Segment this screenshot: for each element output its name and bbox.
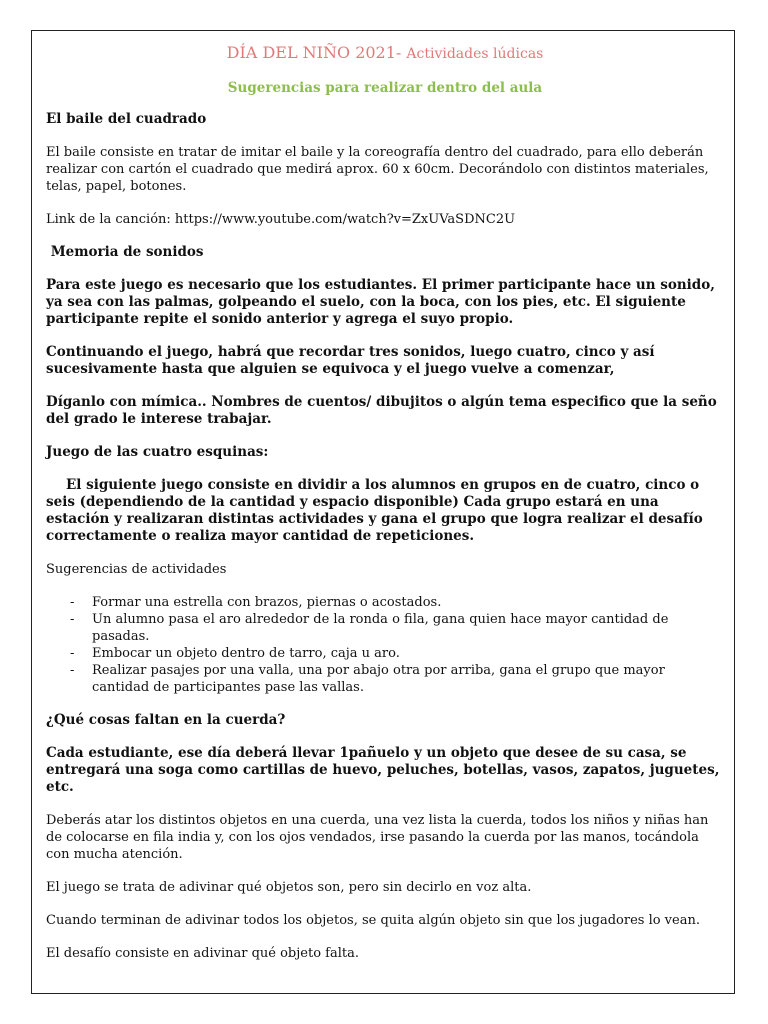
section-heading-cuerda: ¿Qué cosas faltan en la cuerda? <box>46 712 286 728</box>
section-heading-baile: El baile del cuadrado <box>46 111 207 127</box>
bullet-marker: - <box>70 646 75 661</box>
title-main: DÍA DEL NIÑO 2021- <box>226 43 402 62</box>
section-heading-esquinas: Juego de las cuatro esquinas: <box>46 444 269 460</box>
paragraph-cuerda-1: Cada estudiante, ese día deberá llevar 1pañuelo y un objeto que desee de su casa, se entregará una soga como cartillas de huevo, peluches, botellas, vasos, zapatos, juguetes, etc. <box>46 745 720 795</box>
paragraph-cuerda-2: Deberás atar los distintos objetos en una cuerda, una vez lista la cuerda, todos los niños y niñas han de colocarse en fila india y, con los ojos vendados, irse pasando la cuerda por las manos, tocándola con mucha atención. <box>46 813 709 862</box>
list-item: - Formar una estrella con brazos, piernas o acostados. <box>70 595 442 610</box>
paragraph-cuerda-3: El juego se trata de adivinar qué objetos son, pero sin decirlo en voz alta. <box>46 880 532 895</box>
activity-list <box>46 594 724 696</box>
document-body <box>46 40 724 962</box>
song-link[interactable]: Link de la canción: https://www.youtube.com/watch?v=ZxUVaSDNC2U <box>46 212 516 227</box>
bullet-marker: - <box>70 612 75 627</box>
document-title <box>46 40 724 67</box>
document-subtitle: Sugerencias para realizar dentro del aula <box>227 80 543 96</box>
list-item: - Realizar pasajes por una valla, una por abajo otra por arriba, gana el grupo que mayor cantidad de participantes pase las vallas. <box>70 663 665 695</box>
bullet-marker: - <box>70 663 75 678</box>
paragraph-mimica: Díganlo con mímica.. Nombres de cuentos/ dibujitos o algún tema especifico que la seño del grado le interese trabajar. <box>46 394 717 427</box>
suggestions-label: Sugerencias de actividades <box>46 562 227 577</box>
title-sub: Actividades lúdicas <box>406 46 544 62</box>
paragraph-cuerda-5: El desafío consiste en adivinar qué objeto falta. <box>46 946 359 961</box>
paragraph-baile: El baile consiste en tratar de imitar el baile y la coreografía dentro del cuadrado, para ello deberán realizar con cartón el cuadrado que medirá aprox. 60 x 60cm. Decorándolo con distintos materiales, telas, papel, botones. <box>46 145 709 194</box>
list-item: - Embocar un objeto dentro de tarro, caja u aro. <box>70 646 400 661</box>
list-item: - Un alumno pasa el aro alrededor de la ronda o fila, gana quien hace mayor cantidad de pasadas. <box>70 612 669 644</box>
bullet-marker: - <box>70 595 75 610</box>
paragraph-memoria-1: Para este juego es necesario que los estudiantes. El primer participante hace un sonido, ya sea con las palmas, golpeando el suelo, con la boca, con los pies, etc. El siguiente participante repite el sonido anterior y agrega el suyo propio. <box>46 277 715 327</box>
section-heading-memoria: Memoria de sonidos <box>46 244 204 260</box>
paragraph-cuerda-4: Cuando terminan de adivinar todos los objetos, se quita algún objeto sin que los jugadores lo vean. <box>46 913 700 928</box>
paragraph-esquinas: El siguiente juego consiste en dividir a los alumnos en grupos en de cuatro, cinco o seis (dependiendo de la cantidad y espacio disponible) Cada grupo estará en una estación y realizaran distintas actividades y gana el grupo que logra realizar el desafío correctamente o realiza mayor cantidad de repeticiones. <box>46 477 703 544</box>
paragraph-memoria-2: Continuando el juego, habrá que recordar tres sonidos, luego cuatro, cinco y así sucesivamente hasta que alguien se equivoca y el juego vuelve a comenzar, <box>46 344 655 377</box>
